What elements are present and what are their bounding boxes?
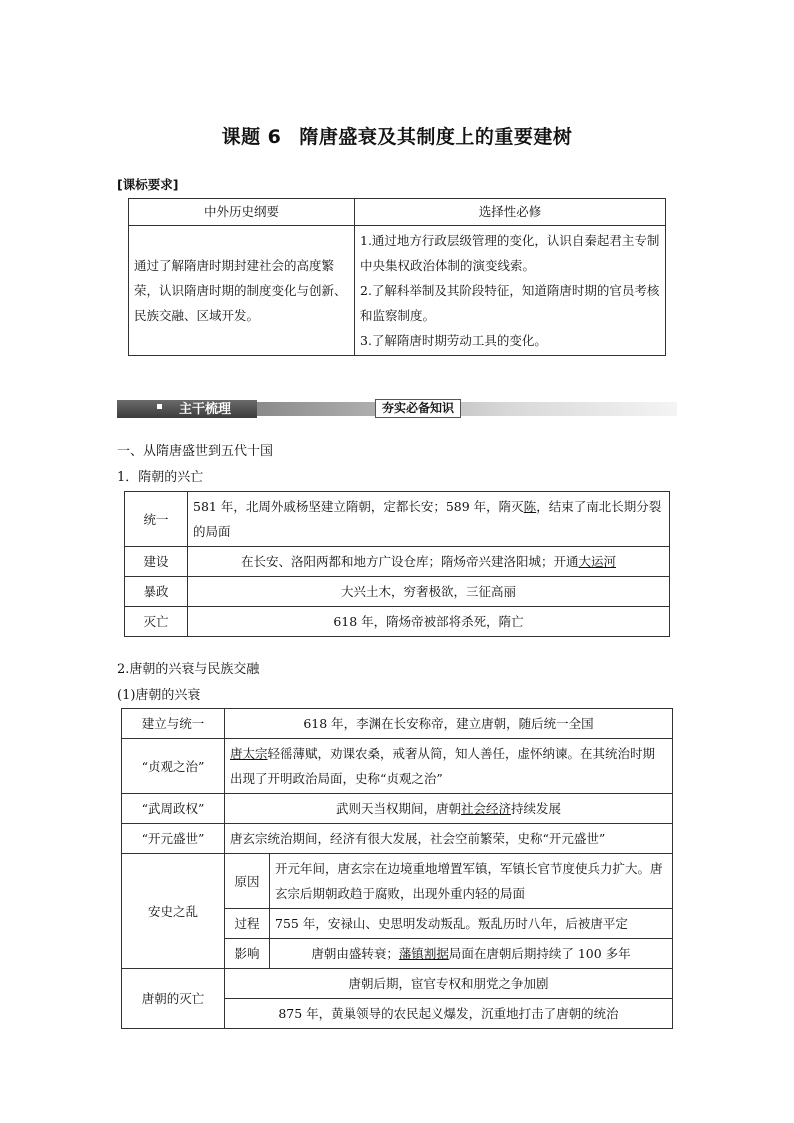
banner-title: 主干梳理 bbox=[179, 402, 232, 417]
row-content: 618 年，李渊在长安称帝，建立唐朝，随后统一全国 bbox=[225, 709, 673, 739]
row-content: 唐太宗轻徭薄赋，劝课农桑，戒奢从简，知人善任，虚怀纳谏。在其统治时期出现了开明政治局面，史称“贞观之治” bbox=[225, 739, 673, 794]
col2-body bbox=[355, 226, 666, 356]
row-content: 唐朝由盛转衰；藩镇割据局面在唐朝后期持续了 100 多年 bbox=[270, 939, 673, 969]
tang-table bbox=[121, 708, 673, 1029]
section1-heading: 一、从隋唐盛世到五代十国 bbox=[117, 444, 274, 459]
col1-body: 通过了解隋唐时期封建社会的高度繁荣，认识隋唐时期的制度变化与创新、民族交融、区域开发。 bbox=[129, 226, 355, 356]
row-label: “开元盛世” bbox=[122, 824, 225, 854]
section1-sub: 1．隋朝的兴亡 bbox=[117, 470, 204, 485]
row-content: 875 年，黄巢领导的农民起义爆发，沉重地打击了唐朝的统治 bbox=[225, 999, 673, 1029]
row-content: 在长安、洛阳两都和地方广设仓库；隋炀帝兴建洛阳城；开通大运河 bbox=[188, 547, 670, 577]
row-content: 武则天当权期间，唐朝社会经济持续发展 bbox=[225, 794, 673, 824]
banner-subtitle: 夯实必备知识 bbox=[375, 399, 461, 418]
requirement-item: 3.了解隋唐时期劳动工具的变化。 bbox=[360, 333, 547, 348]
sub-label: 原因 bbox=[225, 854, 270, 909]
row-label: 建设 bbox=[125, 547, 188, 577]
row-label: 统一 bbox=[125, 492, 188, 547]
row-label: “武周政权” bbox=[122, 794, 225, 824]
row-label: “贞观之治” bbox=[122, 739, 225, 794]
sub-label: 过程 bbox=[225, 909, 270, 939]
row-content: 581 年，北周外戚杨坚建立隋朝，定都长安；589 年，隋灭陈，结束了南北长期分裂的局面 bbox=[188, 492, 670, 547]
lesson-number: 课题 6 bbox=[221, 126, 282, 148]
section-banner bbox=[117, 397, 677, 421]
lesson-title: 隋唐盛衰及其制度上的重要建树 bbox=[299, 126, 573, 148]
row-content: 大兴土木，穷奢极欲，三征高丽 bbox=[188, 577, 670, 607]
page-title bbox=[0, 122, 794, 149]
sui-table bbox=[124, 491, 670, 637]
row-content: 755 年，安禄山、史思明发动叛乱。叛乱历时八年，后被唐平定 bbox=[270, 909, 673, 939]
row-label: 暴政 bbox=[125, 577, 188, 607]
col2-header: 选择性必修 bbox=[355, 199, 666, 226]
curriculum-label: [课标要求] bbox=[117, 177, 179, 192]
requirement-item: 2.了解科举制及其阶段特征，知道隋唐时期的官员考核和监察制度。 bbox=[360, 283, 660, 323]
row-label: 灭亡 bbox=[125, 607, 188, 637]
col1-header: 中外历史纲要 bbox=[129, 199, 355, 226]
row-content: 唐玄宗统治期间，经济有很大发展，社会空前繁荣，史称“开元盛世” bbox=[225, 824, 673, 854]
section2-heading: 2.唐朝的兴衰与民族交融 bbox=[117, 662, 260, 677]
row-content: 唐朝后期，宦官专权和朋党之争加剧 bbox=[225, 969, 673, 999]
row-content: 618 年，隋炀帝被部将杀死，隋亡 bbox=[188, 607, 670, 637]
curriculum-table bbox=[128, 198, 666, 356]
square-bullet-icon bbox=[157, 404, 162, 409]
row-content: 开元年间，唐玄宗在边境重地增置军镇，军镇长官节度使兵力扩大。唐玄宗后期朝政趋于腐败，出现外重内轻的局面 bbox=[270, 854, 673, 909]
requirement-item: 1.通过地方行政层级管理的变化，认识自秦起君主专制中央集权政治体制的演变线索。 bbox=[360, 233, 660, 273]
sub-label: 影响 bbox=[225, 939, 270, 969]
row-label: 唐朝的灭亡 bbox=[122, 969, 225, 1029]
row-label: 安史之乱 bbox=[122, 854, 225, 969]
section2-sub: (1)唐朝的兴衰 bbox=[117, 688, 201, 703]
row-label: 建立与统一 bbox=[122, 709, 225, 739]
